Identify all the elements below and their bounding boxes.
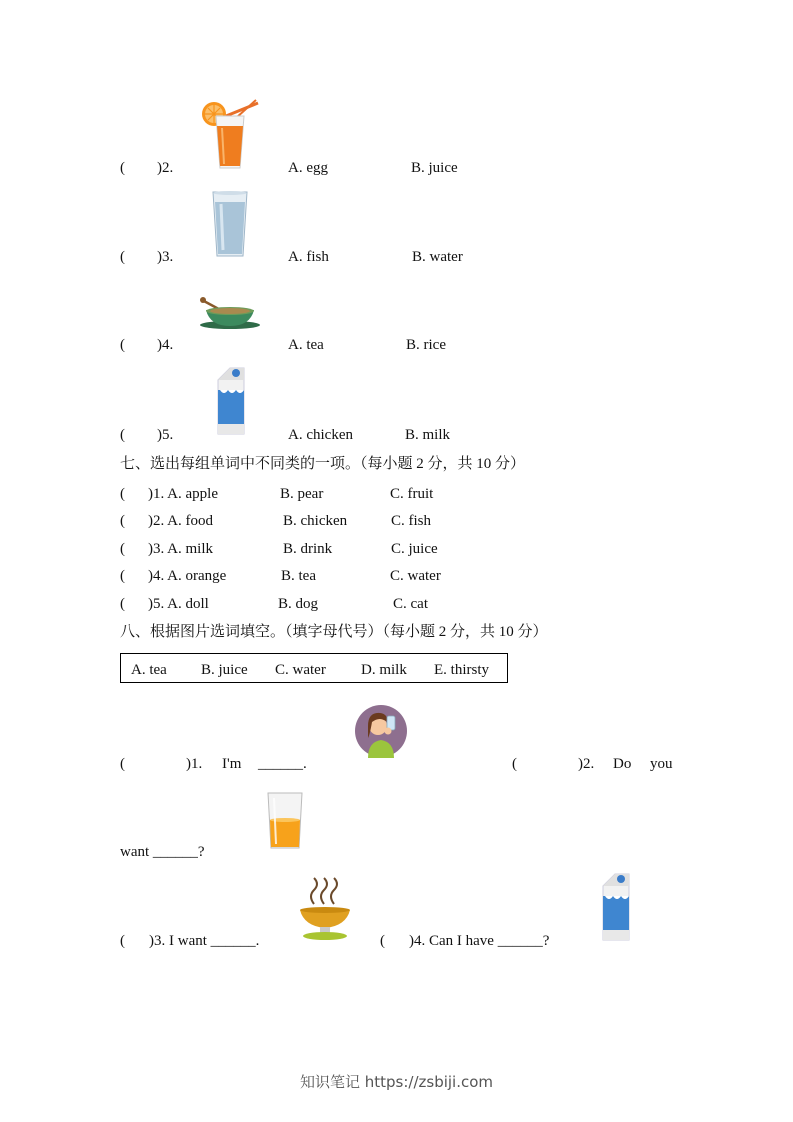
paren[interactable]: ( (120, 160, 125, 176)
option-c[interactable]: C. fruit (390, 486, 434, 502)
milk-carton-icon (214, 366, 248, 436)
option-b[interactable]: B. dog (278, 596, 319, 612)
question-number: )5. (157, 427, 174, 443)
question-text: Do (613, 756, 632, 772)
option-b[interactable]: B. pear (280, 486, 324, 502)
paren[interactable]: ( (120, 337, 125, 353)
question-text: you (650, 756, 673, 772)
option-b[interactable]: B. drink (283, 541, 333, 557)
word-bank-option: C. water (275, 662, 326, 678)
paren[interactable]: ( (120, 596, 125, 612)
tea-cup-icon (198, 294, 262, 332)
thirsty-girl-icon (354, 704, 408, 758)
option-a[interactable]: A. chicken (288, 427, 353, 443)
row-question[interactable]: )4. A. orange (148, 568, 227, 584)
word-bank-option: A. tea (131, 662, 167, 678)
option-a[interactable]: A. tea (288, 337, 324, 353)
question-text-continued[interactable]: want ______? (120, 844, 205, 860)
question-number: )4. (157, 337, 174, 353)
option-c[interactable]: C. fish (391, 513, 432, 529)
section-7-heading: 七、选出每组单词中不同类的一项。（每小题 2 分，共 10 分） (120, 456, 526, 472)
paren[interactable]: ( (120, 249, 125, 265)
row-question[interactable]: )1. A. apple (148, 486, 218, 502)
word-bank-option: D. milk (361, 662, 407, 678)
paren[interactable]: ( (120, 427, 125, 443)
question-text[interactable]: )3. I want ______. (149, 933, 260, 949)
paren[interactable]: ( (120, 568, 125, 584)
paren[interactable]: ( (120, 486, 125, 502)
option-c[interactable]: C. water (390, 568, 441, 584)
row-question[interactable]: )3. A. milk (148, 541, 214, 557)
option-b[interactable]: B. tea (281, 568, 316, 584)
question-number: )2. (578, 756, 595, 772)
question-number: )2. (157, 160, 174, 176)
option-c[interactable]: C. cat (393, 596, 428, 612)
row-question[interactable]: )5. A. doll (148, 596, 209, 612)
option-a[interactable]: A. egg (288, 160, 328, 176)
option-b[interactable]: B. water (412, 249, 463, 265)
paren[interactable]: ( (120, 933, 125, 949)
word-bank-option: B. juice (201, 662, 248, 678)
question-text[interactable]: )4. Can I have ______? (409, 933, 550, 949)
paren[interactable]: ( (120, 541, 125, 557)
option-b[interactable]: B. chicken (283, 513, 348, 529)
word-bank-option: E. thirsty (434, 662, 489, 678)
paren[interactable]: ( (120, 756, 125, 772)
section-8-heading: 八、根据图片选词填空。（填字母代号）（每小题 2 分，共 10 分） (120, 624, 548, 640)
row-question[interactable]: )2. A. food (148, 513, 213, 529)
question-text: I'm (222, 756, 242, 772)
answer-blank[interactable]: ______. (258, 756, 307, 772)
option-b[interactable]: B. milk (405, 427, 451, 443)
option-b[interactable]: B. juice (411, 160, 458, 176)
option-c[interactable]: C. juice (391, 541, 438, 557)
milk-carton-icon (599, 872, 633, 942)
footer-watermark: 知识笔记 https://zsbiji.com (299, 1073, 494, 1091)
paren[interactable]: ( (380, 933, 385, 949)
paren[interactable]: ( (120, 513, 125, 529)
option-b[interactable]: B. rice (406, 337, 446, 353)
question-number: )3. (157, 249, 174, 265)
orange-juice-glass-icon (266, 790, 304, 850)
hot-tea-cup-icon (296, 876, 354, 942)
question-number: )1. (186, 756, 203, 772)
option-a[interactable]: A. fish (288, 249, 329, 265)
juice-glass-with-orange-icon (200, 98, 264, 170)
water-glass-icon (210, 190, 250, 258)
paren[interactable]: ( (512, 756, 517, 772)
